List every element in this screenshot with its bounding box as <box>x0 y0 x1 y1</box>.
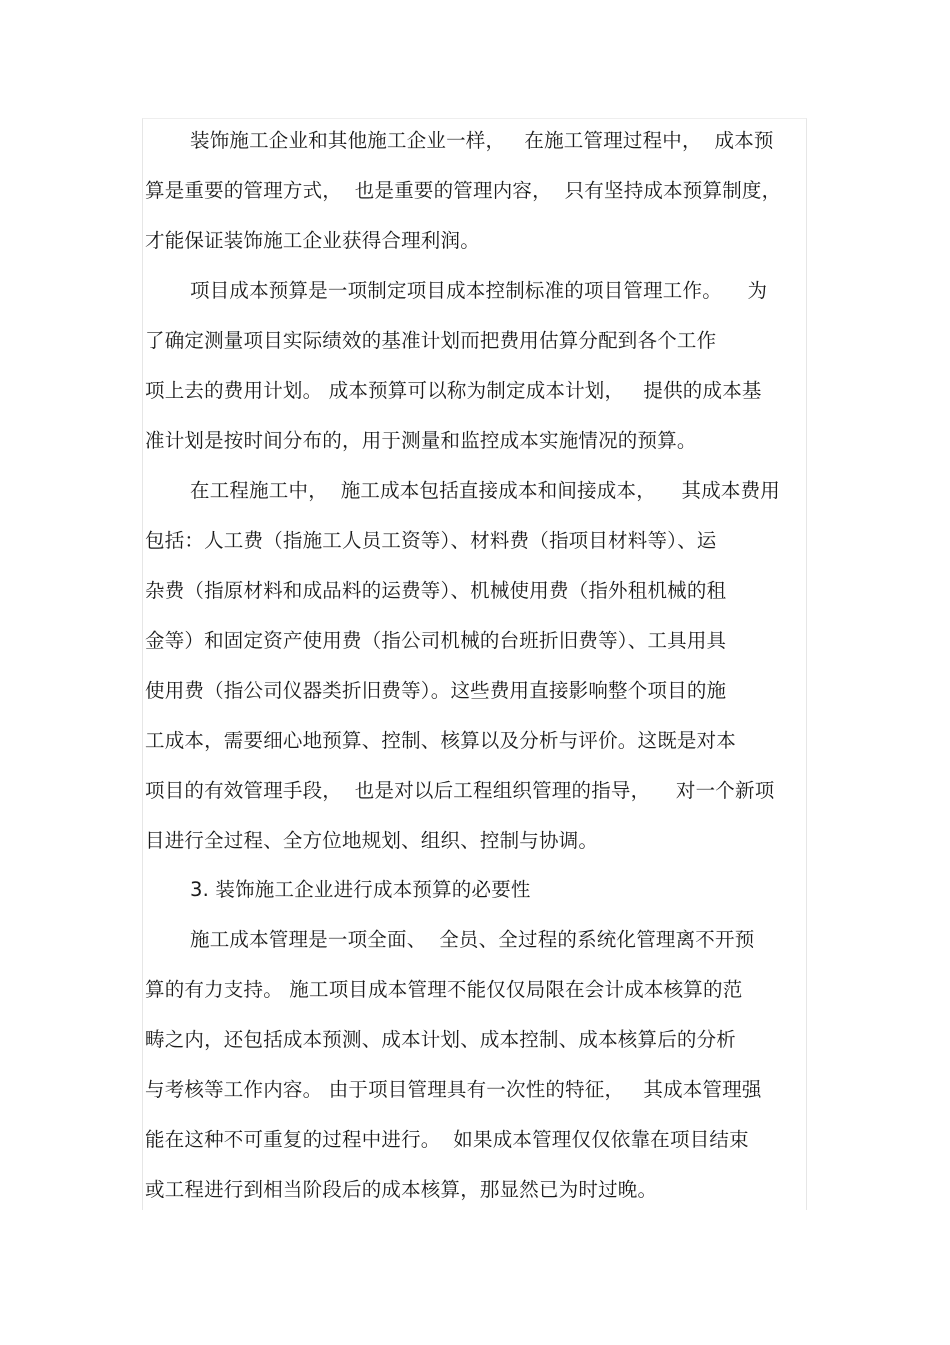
paragraph-line: 算是重要的管理方式， 也是重要的管理内容， 只有坚持成本预算制度， <box>145 179 782 202</box>
paragraph-line: 使用费（指公司仪器类折旧费等）。这些费用直接影响整个项目的施 <box>145 679 727 702</box>
paragraph-line: 包括：人工费（指施工人员工资等）、材料费（指项目材料等）、运 <box>145 529 717 552</box>
paragraph-line: 项目的有效管理手段， 也是对以后工程组织管理的指导， 对一个新项 <box>145 779 775 802</box>
paragraph-line: 能在这种不可重复的过程中进行。 如果成本管理仅仅依靠在项目结束 <box>145 1128 749 1151</box>
paragraph-line: 装饰施工企业和其他施工企业一样， 在施工管理过程中， 成本预 <box>190 129 774 152</box>
paragraph-line: 项目成本预算是一项制定项目成本控制标准的项目管理工作。 为 <box>190 279 768 302</box>
paragraph-line: 在工程施工中， 施工成本包括直接成本和间接成本， 其成本费用 <box>190 479 780 502</box>
paragraph-line: 准计划是按时间分布的，用于测量和监控成本实施情况的预算。 <box>145 429 697 452</box>
paragraph-line: 算的有力支持。 施工项目成本管理不能仅仅局限在会计成本核算的范 <box>145 978 743 1001</box>
paragraph-line: 杂费（指原材料和成品料的运费等）、机械使用费（指外租机械的租 <box>145 579 727 602</box>
paragraph-line: 才能保证装饰施工企业获得合理利润。 <box>145 229 480 252</box>
paragraph-line: 了确定测量项目实际绩效的基准计划而把费用估算分配到各个工作 <box>145 329 717 352</box>
paragraph-line: 施工成本管理是一项全面、 全员、全过程的系统化管理离不开预 <box>190 928 755 951</box>
paragraph-line: 与考核等工作内容。 由于项目管理具有一次性的特征， 其成本管理强 <box>145 1078 762 1101</box>
paragraph-line: 工成本，需要细心地预算、控制、核算以及分析与评价。这既是对本 <box>145 729 737 752</box>
paragraph-line: 目进行全过程、全方位地规划、组织、控制与协调。 <box>145 829 599 852</box>
paragraph-line: 或工程进行到相当阶段后的成本核算，那显然已为时过晚。 <box>145 1178 658 1201</box>
paragraph-line: 项上去的费用计划。 成本预算可以称为制定成本计划， 提供的成本基 <box>145 379 762 402</box>
paragraph-line: 畴之内，还包括成本预测、成本计划、成本控制、成本核算后的分析 <box>145 1028 737 1051</box>
paragraph-line: 金等）和固定资产使用费（指公司机械的台班折旧费等）、工具用具 <box>145 629 727 652</box>
section-heading: 3. 装饰施工企业进行成本预算的必要性 <box>190 878 531 901</box>
